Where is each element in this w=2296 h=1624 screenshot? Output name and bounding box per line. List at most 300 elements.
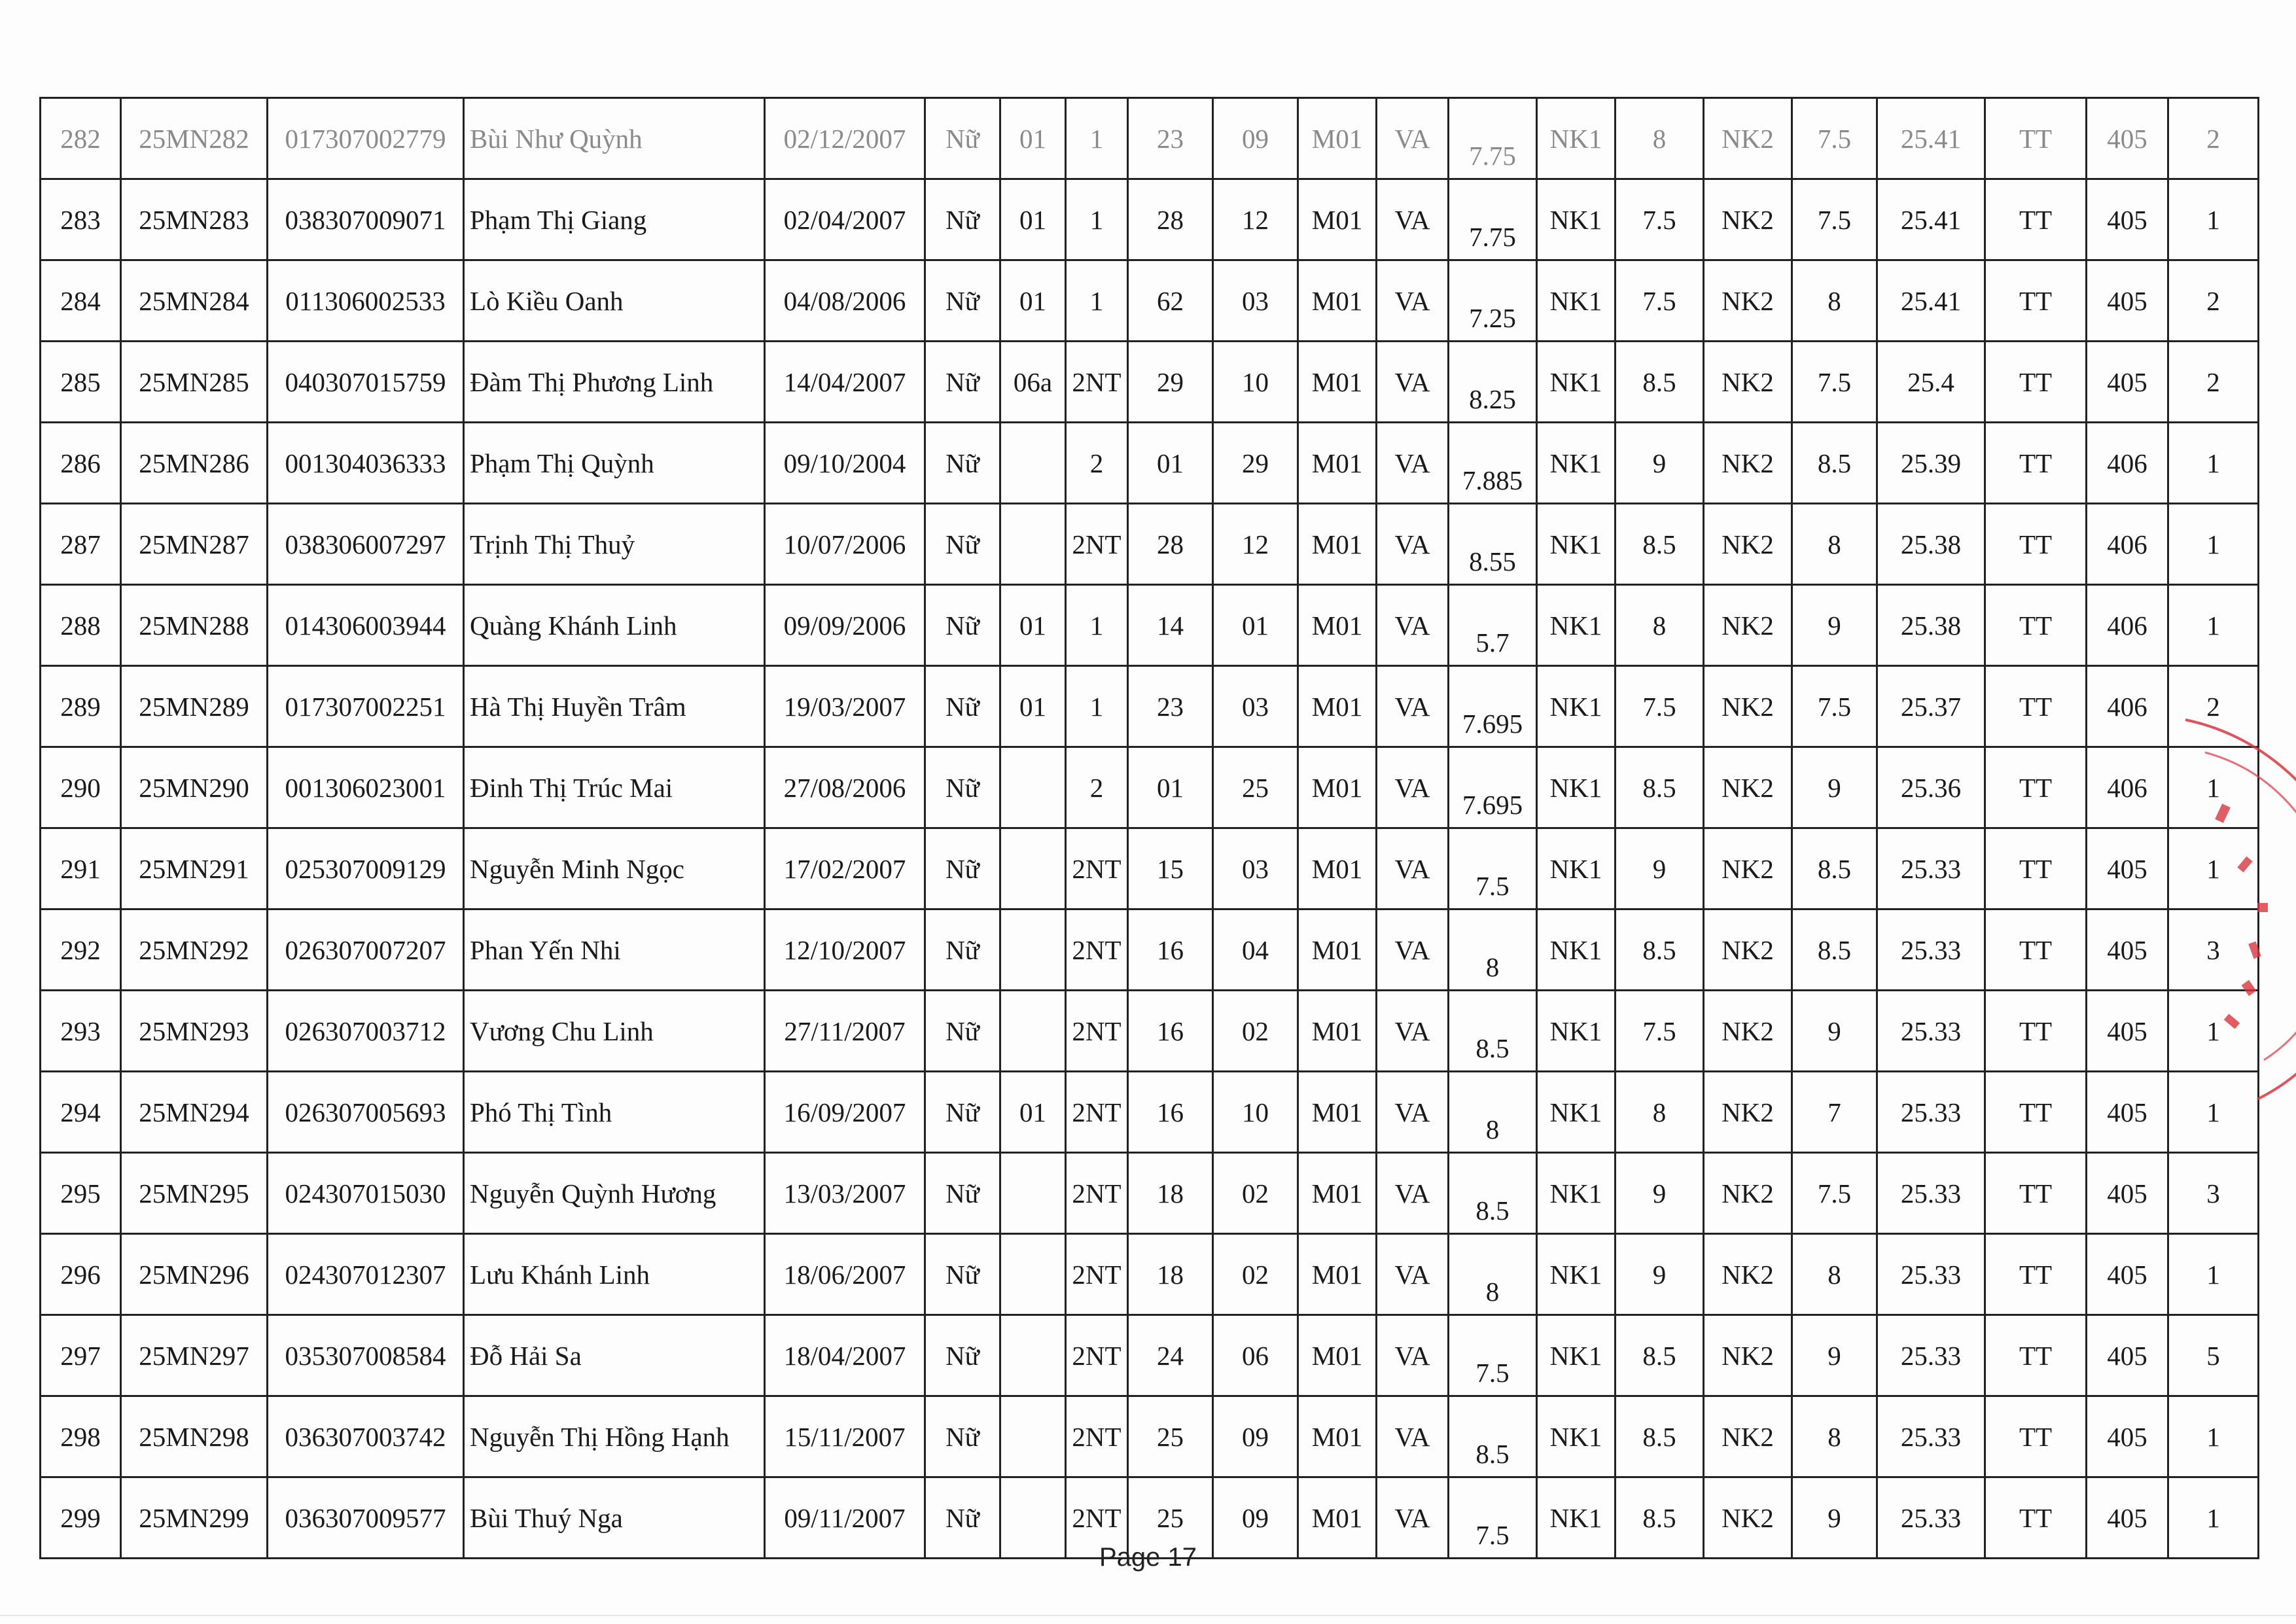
- cell-total-score: 25.37: [1877, 666, 1985, 747]
- cell-exam-id: 25MN285: [121, 342, 268, 423]
- cell-aptitude1-score: 7.5: [1616, 991, 1704, 1072]
- cell-exam-block: M01: [1298, 909, 1377, 991]
- cell-stt: 285: [41, 342, 121, 423]
- table-row: [41, 666, 2259, 747]
- cell-date-of-birth: 02/04/2007: [765, 179, 925, 260]
- cell-region: 2NT: [1066, 991, 1128, 1072]
- cell-literature-score: 8: [1449, 1072, 1537, 1153]
- cell-date-of-birth: 10/07/2006: [765, 504, 925, 585]
- cell-aptitude2-label: NK2: [1704, 1396, 1792, 1477]
- cell-literature-score: 7.5: [1449, 1315, 1537, 1396]
- cell-priority-group: 01: [1000, 179, 1066, 260]
- cell-aptitude1-label: NK1: [1537, 98, 1616, 179]
- cell-citizen-id: 024307015030: [268, 1153, 464, 1234]
- cell-province-code: 18: [1128, 1234, 1213, 1315]
- table-row: [41, 504, 2259, 585]
- cell-gender: Nữ: [925, 1315, 1000, 1396]
- cell-aptitude2-score: 8.5: [1792, 828, 1877, 909]
- cell-date-of-birth: 13/03/2007: [765, 1153, 925, 1234]
- cell-date-of-birth: 18/04/2007: [765, 1315, 925, 1396]
- cell-aptitude2-score: 7: [1792, 1072, 1877, 1153]
- cell-exam-id: 25MN282: [121, 98, 268, 179]
- cell-major-code: 405: [2087, 1072, 2168, 1153]
- cell-preference-order: 1: [2168, 828, 2259, 909]
- cell-full-name: Phó Thị Tình: [464, 1072, 765, 1153]
- cell-region: 1: [1066, 260, 1128, 342]
- cell-stt: 292: [41, 909, 121, 991]
- table-row: [41, 1153, 2259, 1234]
- cell-preference-order: 3: [2168, 1153, 2259, 1234]
- cell-aptitude2-score: 8.5: [1792, 909, 1877, 991]
- cell-exam-block: M01: [1298, 1396, 1377, 1477]
- cell-aptitude1-label: NK1: [1537, 260, 1616, 342]
- cell-priority-group: 01: [1000, 260, 1066, 342]
- cell-school-code: 12: [1213, 179, 1298, 260]
- cell-school-code: 09: [1213, 1396, 1298, 1477]
- cell-total-score: 25.38: [1877, 504, 1985, 585]
- cell-exam-block: M01: [1298, 828, 1377, 909]
- cell-date-of-birth: 09/09/2006: [765, 585, 925, 666]
- cell-date-of-birth: 18/06/2007: [765, 1234, 925, 1315]
- cell-aptitude2-score: 7.5: [1792, 666, 1877, 747]
- cell-major-code: 405: [2087, 179, 2168, 260]
- cell-gender: Nữ: [925, 1072, 1000, 1153]
- cell-region: 2NT: [1066, 1153, 1128, 1234]
- cell-stt: 299: [41, 1477, 121, 1559]
- cell-exam-id: 25MN297: [121, 1315, 268, 1396]
- cell-aptitude1-score: 7.5: [1616, 666, 1704, 747]
- cell-preference-order: 2: [2168, 666, 2259, 747]
- cell-exam-block: M01: [1298, 1477, 1377, 1559]
- cell-exam-id: 25MN299: [121, 1477, 268, 1559]
- cell-literature-score: 7.5: [1449, 828, 1537, 909]
- cell-total-score: 25.41: [1877, 260, 1985, 342]
- cell-exam-block: M01: [1298, 585, 1377, 666]
- cell-aptitude2-label: NK2: [1704, 260, 1792, 342]
- cell-aptitude2-label: NK2: [1704, 585, 1792, 666]
- cell-preference-order: 2: [2168, 98, 2259, 179]
- cell-aptitude1-label: NK1: [1537, 342, 1616, 423]
- cell-major-code: 405: [2087, 1396, 2168, 1477]
- cell-literature-score: 7.75: [1449, 98, 1537, 179]
- cell-gender: Nữ: [925, 991, 1000, 1072]
- cell-priority-group: [1000, 828, 1066, 909]
- cell-exam-id: 25MN298: [121, 1396, 268, 1477]
- cell-exam-block: M01: [1298, 747, 1377, 828]
- cell-citizen-id: 026307003712: [268, 991, 464, 1072]
- cell-exam-id: 25MN296: [121, 1234, 268, 1315]
- cell-exam-id: 25MN290: [121, 747, 268, 828]
- cell-aptitude2-label: NK2: [1704, 1234, 1792, 1315]
- cell-status: TT: [1985, 828, 2087, 909]
- cell-gender: Nữ: [925, 179, 1000, 260]
- cell-school-code: 04: [1213, 909, 1298, 991]
- cell-priority-group: [1000, 991, 1066, 1072]
- cell-total-score: 25.33: [1877, 1153, 1985, 1234]
- cell-aptitude1-label: NK1: [1537, 1234, 1616, 1315]
- cell-exam-id: 25MN289: [121, 666, 268, 747]
- cell-total-score: 25.33: [1877, 1072, 1985, 1153]
- cell-stt: 282: [41, 98, 121, 179]
- cell-province-code: 62: [1128, 260, 1213, 342]
- bottom-divider: [0, 1615, 2296, 1616]
- cell-literature-score: 7.5: [1449, 1477, 1537, 1559]
- cell-full-name: Nguyễn Quỳnh Hương: [464, 1153, 765, 1234]
- table-row: [41, 1234, 2259, 1315]
- table-row: [41, 991, 2259, 1072]
- cell-major-code: 406: [2087, 747, 2168, 828]
- cell-literature-score: 7.695: [1449, 666, 1537, 747]
- cell-stt: 293: [41, 991, 121, 1072]
- cell-status: TT: [1985, 991, 2087, 1072]
- cell-subject: VA: [1377, 1072, 1449, 1153]
- cell-school-code: 25: [1213, 747, 1298, 828]
- cell-school-code: 03: [1213, 666, 1298, 747]
- cell-exam-block: M01: [1298, 98, 1377, 179]
- cell-stt: 298: [41, 1396, 121, 1477]
- cell-exam-block: M01: [1298, 666, 1377, 747]
- cell-date-of-birth: 04/08/2006: [765, 260, 925, 342]
- cell-aptitude2-label: NK2: [1704, 179, 1792, 260]
- cell-priority-group: 01: [1000, 666, 1066, 747]
- cell-province-code: 28: [1128, 504, 1213, 585]
- cell-subject: VA: [1377, 991, 1449, 1072]
- cell-citizen-id: 024307012307: [268, 1234, 464, 1315]
- cell-aptitude2-label: NK2: [1704, 504, 1792, 585]
- cell-aptitude2-score: 8.5: [1792, 423, 1877, 504]
- cell-status: TT: [1985, 179, 2087, 260]
- cell-literature-score: 8.5: [1449, 1396, 1537, 1477]
- cell-total-score: 25.41: [1877, 179, 1985, 260]
- cell-stt: 295: [41, 1153, 121, 1234]
- cell-exam-id: 25MN291: [121, 828, 268, 909]
- table-row: [41, 585, 2259, 666]
- cell-citizen-id: 017307002779: [268, 98, 464, 179]
- cell-gender: Nữ: [925, 1477, 1000, 1559]
- cell-exam-id: 25MN288: [121, 585, 268, 666]
- cell-major-code: 405: [2087, 1315, 2168, 1396]
- cell-aptitude2-label: NK2: [1704, 828, 1792, 909]
- cell-priority-group: [1000, 423, 1066, 504]
- cell-citizen-id: 040307015759: [268, 342, 464, 423]
- cell-aptitude1-score: 9: [1616, 828, 1704, 909]
- cell-exam-id: 25MN287: [121, 504, 268, 585]
- cell-exam-id: 25MN286: [121, 423, 268, 504]
- cell-total-score: 25.33: [1877, 1315, 1985, 1396]
- page-number-footer: Page 17: [1099, 1543, 1197, 1572]
- cell-aptitude1-score: 8.5: [1616, 747, 1704, 828]
- cell-province-code: 16: [1128, 991, 1213, 1072]
- cell-subject: VA: [1377, 828, 1449, 909]
- cell-preference-order: 1: [2168, 1477, 2259, 1559]
- cell-aptitude2-label: NK2: [1704, 991, 1792, 1072]
- cell-aptitude2-score: 9: [1792, 1477, 1877, 1559]
- cell-region: 1: [1066, 98, 1128, 179]
- cell-subject: VA: [1377, 1234, 1449, 1315]
- cell-subject: VA: [1377, 1396, 1449, 1477]
- cell-exam-block: M01: [1298, 991, 1377, 1072]
- cell-school-code: 02: [1213, 1153, 1298, 1234]
- candidate-results-table: [39, 97, 2259, 1559]
- cell-region: 2NT: [1066, 1072, 1128, 1153]
- cell-exam-id: 25MN283: [121, 179, 268, 260]
- cell-exam-block: M01: [1298, 1315, 1377, 1396]
- cell-preference-order: 1: [2168, 179, 2259, 260]
- cell-aptitude1-score: 9: [1616, 1153, 1704, 1234]
- cell-priority-group: [1000, 747, 1066, 828]
- cell-major-code: 405: [2087, 991, 2168, 1072]
- cell-aptitude2-label: NK2: [1704, 98, 1792, 179]
- cell-citizen-id: 025307009129: [268, 828, 464, 909]
- cell-major-code: 405: [2087, 909, 2168, 991]
- cell-preference-order: 1: [2168, 504, 2259, 585]
- cell-citizen-id: 036307003742: [268, 1396, 464, 1477]
- cell-school-code: 29: [1213, 423, 1298, 504]
- cell-region: 2NT: [1066, 1234, 1128, 1315]
- table-row: [41, 342, 2259, 423]
- cell-total-score: 25.41: [1877, 98, 1985, 179]
- table-row: [41, 423, 2259, 504]
- cell-region: 2NT: [1066, 1477, 1128, 1559]
- cell-date-of-birth: 12/10/2007: [765, 909, 925, 991]
- cell-priority-group: [1000, 1153, 1066, 1234]
- cell-gender: Nữ: [925, 909, 1000, 991]
- cell-full-name: Quàng Khánh Linh: [464, 585, 765, 666]
- cell-stt: 287: [41, 504, 121, 585]
- cell-literature-score: 8.5: [1449, 991, 1537, 1072]
- cell-aptitude1-score: 8.5: [1616, 1477, 1704, 1559]
- cell-preference-order: 1: [2168, 1072, 2259, 1153]
- cell-full-name: Đỗ Hải Sa: [464, 1315, 765, 1396]
- cell-exam-block: M01: [1298, 1072, 1377, 1153]
- cell-aptitude2-label: NK2: [1704, 1477, 1792, 1559]
- cell-major-code: 406: [2087, 504, 2168, 585]
- cell-priority-group: [1000, 1234, 1066, 1315]
- cell-exam-id: 25MN284: [121, 260, 268, 342]
- cell-exam-id: 25MN294: [121, 1072, 268, 1153]
- cell-literature-score: 5.7: [1449, 585, 1537, 666]
- cell-aptitude1-score: 9: [1616, 1234, 1704, 1315]
- cell-status: TT: [1985, 1234, 2087, 1315]
- cell-full-name: Nguyễn Minh Ngọc: [464, 828, 765, 909]
- cell-stt: 284: [41, 260, 121, 342]
- cell-gender: Nữ: [925, 260, 1000, 342]
- cell-aptitude1-label: NK1: [1537, 423, 1616, 504]
- cell-aptitude2-score: 9: [1792, 585, 1877, 666]
- cell-aptitude1-label: NK1: [1537, 504, 1616, 585]
- cell-subject: VA: [1377, 1477, 1449, 1559]
- cell-major-code: 405: [2087, 828, 2168, 909]
- cell-subject: VA: [1377, 909, 1449, 991]
- cell-school-code: 10: [1213, 1072, 1298, 1153]
- cell-status: TT: [1985, 260, 2087, 342]
- cell-preference-order: 1: [2168, 991, 2259, 1072]
- cell-literature-score: 8: [1449, 909, 1537, 991]
- cell-school-code: 02: [1213, 1234, 1298, 1315]
- cell-exam-block: M01: [1298, 504, 1377, 585]
- cell-aptitude2-label: NK2: [1704, 342, 1792, 423]
- cell-literature-score: 8.5: [1449, 1153, 1537, 1234]
- table-row: [41, 1396, 2259, 1477]
- cell-status: TT: [1985, 423, 2087, 504]
- cell-full-name: Đinh Thị Trúc Mai: [464, 747, 765, 828]
- cell-total-score: 25.33: [1877, 909, 1985, 991]
- cell-preference-order: 1: [2168, 423, 2259, 504]
- cell-region: 2: [1066, 747, 1128, 828]
- cell-school-code: 01: [1213, 585, 1298, 666]
- cell-subject: VA: [1377, 747, 1449, 828]
- cell-stt: 283: [41, 179, 121, 260]
- cell-province-code: 16: [1128, 1072, 1213, 1153]
- cell-subject: VA: [1377, 98, 1449, 179]
- cell-exam-id: 25MN293: [121, 991, 268, 1072]
- cell-literature-score: 8: [1449, 1234, 1537, 1315]
- cell-school-code: 09: [1213, 98, 1298, 179]
- cell-gender: Nữ: [925, 423, 1000, 504]
- cell-full-name: Phạm Thị Giang: [464, 179, 765, 260]
- cell-aptitude1-label: NK1: [1537, 1072, 1616, 1153]
- cell-gender: Nữ: [925, 98, 1000, 179]
- cell-gender: Nữ: [925, 1153, 1000, 1234]
- cell-stt: 286: [41, 423, 121, 504]
- table-row: [41, 1315, 2259, 1396]
- cell-aptitude2-score: 8: [1792, 504, 1877, 585]
- cell-aptitude2-score: 8: [1792, 260, 1877, 342]
- cell-exam-block: M01: [1298, 1153, 1377, 1234]
- cell-region: 2: [1066, 423, 1128, 504]
- cell-date-of-birth: 09/10/2004: [765, 423, 925, 504]
- cell-province-code: 15: [1128, 828, 1213, 909]
- cell-full-name: Lò Kiều Oanh: [464, 260, 765, 342]
- cell-region: 2NT: [1066, 1396, 1128, 1477]
- cell-aptitude1-label: NK1: [1537, 1315, 1616, 1396]
- cell-school-code: 09: [1213, 1477, 1298, 1559]
- cell-major-code: 405: [2087, 1234, 2168, 1315]
- cell-aptitude1-score: 8: [1616, 585, 1704, 666]
- cell-total-score: 25.36: [1877, 747, 1985, 828]
- cell-province-code: 23: [1128, 98, 1213, 179]
- cell-date-of-birth: 16/09/2007: [765, 1072, 925, 1153]
- cell-aptitude2-label: NK2: [1704, 909, 1792, 991]
- cell-aptitude2-label: NK2: [1704, 1315, 1792, 1396]
- cell-date-of-birth: 27/08/2006: [765, 747, 925, 828]
- cell-province-code: 25: [1128, 1477, 1213, 1559]
- cell-aptitude2-score: 9: [1792, 1315, 1877, 1396]
- cell-status: TT: [1985, 504, 2087, 585]
- cell-school-code: 06: [1213, 1315, 1298, 1396]
- cell-date-of-birth: 17/02/2007: [765, 828, 925, 909]
- cell-preference-order: 2: [2168, 342, 2259, 423]
- cell-region: 2NT: [1066, 342, 1128, 423]
- cell-province-code: 01: [1128, 747, 1213, 828]
- cell-aptitude1-score: 9: [1616, 423, 1704, 504]
- cell-subject: VA: [1377, 342, 1449, 423]
- cell-status: TT: [1985, 1072, 2087, 1153]
- cell-preference-order: 3: [2168, 909, 2259, 991]
- cell-region: 2NT: [1066, 828, 1128, 909]
- cell-status: TT: [1985, 585, 2087, 666]
- cell-aptitude1-label: NK1: [1537, 909, 1616, 991]
- cell-aptitude2-score: 8: [1792, 1396, 1877, 1477]
- cell-gender: Nữ: [925, 828, 1000, 909]
- cell-subject: VA: [1377, 1153, 1449, 1234]
- cell-preference-order: 1: [2168, 1396, 2259, 1477]
- cell-exam-block: M01: [1298, 423, 1377, 504]
- cell-status: TT: [1985, 342, 2087, 423]
- cell-major-code: 405: [2087, 342, 2168, 423]
- cell-total-score: 25.33: [1877, 828, 1985, 909]
- cell-date-of-birth: 15/11/2007: [765, 1396, 925, 1477]
- cell-stt: 289: [41, 666, 121, 747]
- cell-gender: Nữ: [925, 1396, 1000, 1477]
- cell-aptitude1-label: NK1: [1537, 585, 1616, 666]
- cell-status: TT: [1985, 1396, 2087, 1477]
- cell-literature-score: 8.55: [1449, 504, 1537, 585]
- cell-province-code: 24: [1128, 1315, 1213, 1396]
- cell-aptitude2-label: NK2: [1704, 1153, 1792, 1234]
- cell-aptitude2-label: NK2: [1704, 423, 1792, 504]
- cell-priority-group: 01: [1000, 98, 1066, 179]
- cell-citizen-id: 014306003944: [268, 585, 464, 666]
- cell-aptitude2-label: NK2: [1704, 1072, 1792, 1153]
- cell-citizen-id: 038306007297: [268, 504, 464, 585]
- cell-aptitude1-label: NK1: [1537, 747, 1616, 828]
- cell-aptitude1-label: NK1: [1537, 179, 1616, 260]
- cell-subject: VA: [1377, 1315, 1449, 1396]
- cell-aptitude1-label: NK1: [1537, 991, 1616, 1072]
- cell-aptitude1-score: 7.5: [1616, 179, 1704, 260]
- cell-status: TT: [1985, 1153, 2087, 1234]
- cell-status: TT: [1985, 98, 2087, 179]
- cell-school-code: 10: [1213, 342, 1298, 423]
- cell-stt: 288: [41, 585, 121, 666]
- cell-exam-block: M01: [1298, 1234, 1377, 1315]
- cell-preference-order: 1: [2168, 747, 2259, 828]
- cell-aptitude2-score: 7.5: [1792, 342, 1877, 423]
- cell-major-code: 405: [2087, 1477, 2168, 1559]
- table-row: [41, 179, 2259, 260]
- cell-aptitude2-score: 7.5: [1792, 179, 1877, 260]
- cell-region: 2NT: [1066, 909, 1128, 991]
- cell-aptitude1-score: 8: [1616, 1072, 1704, 1153]
- cell-literature-score: 7.25: [1449, 260, 1537, 342]
- table-row: [41, 98, 2259, 179]
- cell-citizen-id: 035307008584: [268, 1315, 464, 1396]
- cell-stt: 297: [41, 1315, 121, 1396]
- cell-gender: Nữ: [925, 1234, 1000, 1315]
- cell-region: 2NT: [1066, 1315, 1128, 1396]
- cell-citizen-id: 026307007207: [268, 909, 464, 991]
- cell-aptitude2-score: 9: [1792, 991, 1877, 1072]
- table-row: [41, 260, 2259, 342]
- cell-province-code: 23: [1128, 666, 1213, 747]
- cell-citizen-id: 036307009577: [268, 1477, 464, 1559]
- cell-subject: VA: [1377, 179, 1449, 260]
- cell-total-score: 25.33: [1877, 1477, 1985, 1559]
- cell-status: TT: [1985, 1477, 2087, 1559]
- cell-aptitude2-score: 7.5: [1792, 1153, 1877, 1234]
- cell-date-of-birth: 02/12/2007: [765, 98, 925, 179]
- cell-status: TT: [1985, 909, 2087, 991]
- cell-aptitude2-label: NK2: [1704, 666, 1792, 747]
- cell-exam-id: 25MN292: [121, 909, 268, 991]
- cell-subject: VA: [1377, 260, 1449, 342]
- cell-aptitude1-label: NK1: [1537, 1396, 1616, 1477]
- cell-province-code: 14: [1128, 585, 1213, 666]
- cell-stt: 291: [41, 828, 121, 909]
- cell-major-code: 406: [2087, 585, 2168, 666]
- cell-school-code: 03: [1213, 828, 1298, 909]
